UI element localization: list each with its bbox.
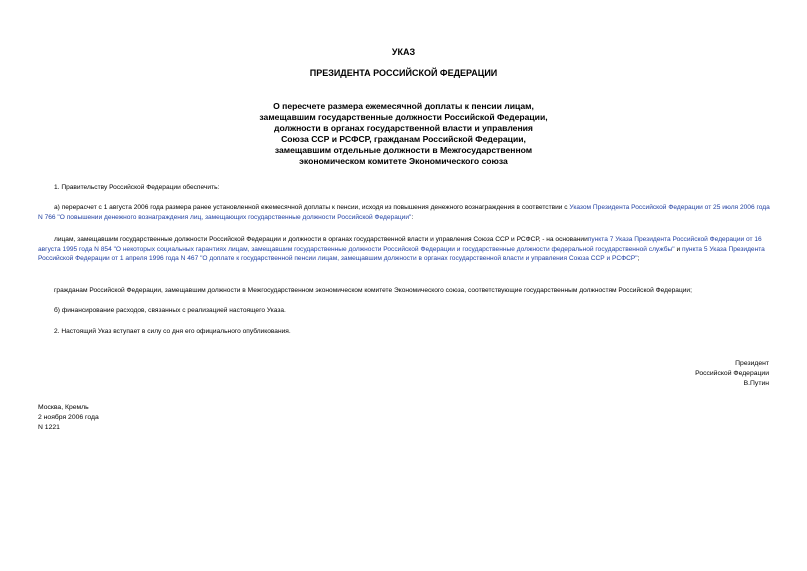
document-number: N 1221 (38, 424, 60, 431)
paragraph-4: гражданам Российской Федерации, замещавшим должности в Межгосударственном экономическом комитете Экономического союза, соответствующие государственным должностям Российской Федерации; (54, 287, 692, 294)
signature-title: Президент (735, 360, 769, 367)
paragraph-3-text: лицам, замещавшим государственные должности Российской Федерации и должности в органах государственной власти и управления Союза ССР и РСФСР, - на основании (54, 236, 588, 243)
subject-line: замещавшим отдельные должности в Межгосударственном (274, 145, 533, 155)
decree-854-link[interactable]: пункта 7 Указа Президента Российской Федерации от 16 августа 1995 года N 854 "О некоторых социальных гарантиях лицам, замещавшим государственные должности Российской Федерации и государственные должности федеральной государственной службы" (38, 236, 762, 253)
signature-name: В.Путин (743, 380, 769, 387)
document-subject (0, 101, 807, 167)
document-issuer: ПРЕЗИДЕНТА РОССИЙСКОЙ ФЕДЕРАЦИИ (309, 68, 498, 78)
subject-line: Союза ССР и РСФСР, гражданам Российской Федерации, (281, 134, 526, 144)
paragraph-3-mid: и (674, 245, 682, 253)
decree-467-link[interactable]: пункта 5 Указа Президента Российской Федерации от 1 апреля 1996 года N 467 "О доплате к государственной пенсии лицам, замещавшим должности в органах государственной власти и управления Союза ССР и РСФСР" (38, 245, 765, 262)
document-title: УКАЗ (391, 47, 416, 57)
paragraph-2-text: а) перерасчет с 1 августа 2006 года размера ранее установленной ежемесячной доплаты к пенсии, исходя из повышения денежного вознаграждения в соответствии с (54, 204, 570, 211)
signature-block (695, 359, 769, 389)
decree-766-link[interactable]: Указом Президента Российской Федерации от 25 июля 2006 года N 766 "О повышении денежного вознаграждения лиц, замещающих государственные должности Российской Федерации" (38, 204, 770, 221)
subject-line: экономическом комитете Экономического союза (299, 156, 508, 166)
subject-line: должности в органах государственной власти и управления (274, 123, 533, 133)
paragraph-5: б) финансирование расходов, связанных с реализацией настоящего Указа. (54, 307, 286, 314)
subject-line: О пересчете размера ежемесячной доплаты к пенсии лицам, (273, 101, 534, 111)
place-city: Москва, Кремль (38, 404, 89, 411)
place-date: 2 ноября 2006 года (38, 414, 99, 421)
paragraph-2-tail: : (411, 213, 414, 221)
signature-org: Российской Федерации (695, 370, 769, 377)
subject-line: замещавшим государственные должности Российской Федерации, (259, 112, 548, 122)
place-date-block (38, 403, 99, 433)
paragraph-3 (38, 235, 770, 264)
paragraph-3-tail: ; (637, 255, 640, 262)
paragraph-2 (38, 203, 770, 222)
paragraph-6: 2. Настоящий Указ вступает в силу со дня его официального опубликования. (54, 328, 291, 335)
paragraph-1: 1. Правительству Российской Федерации обеспечить: (54, 184, 220, 191)
